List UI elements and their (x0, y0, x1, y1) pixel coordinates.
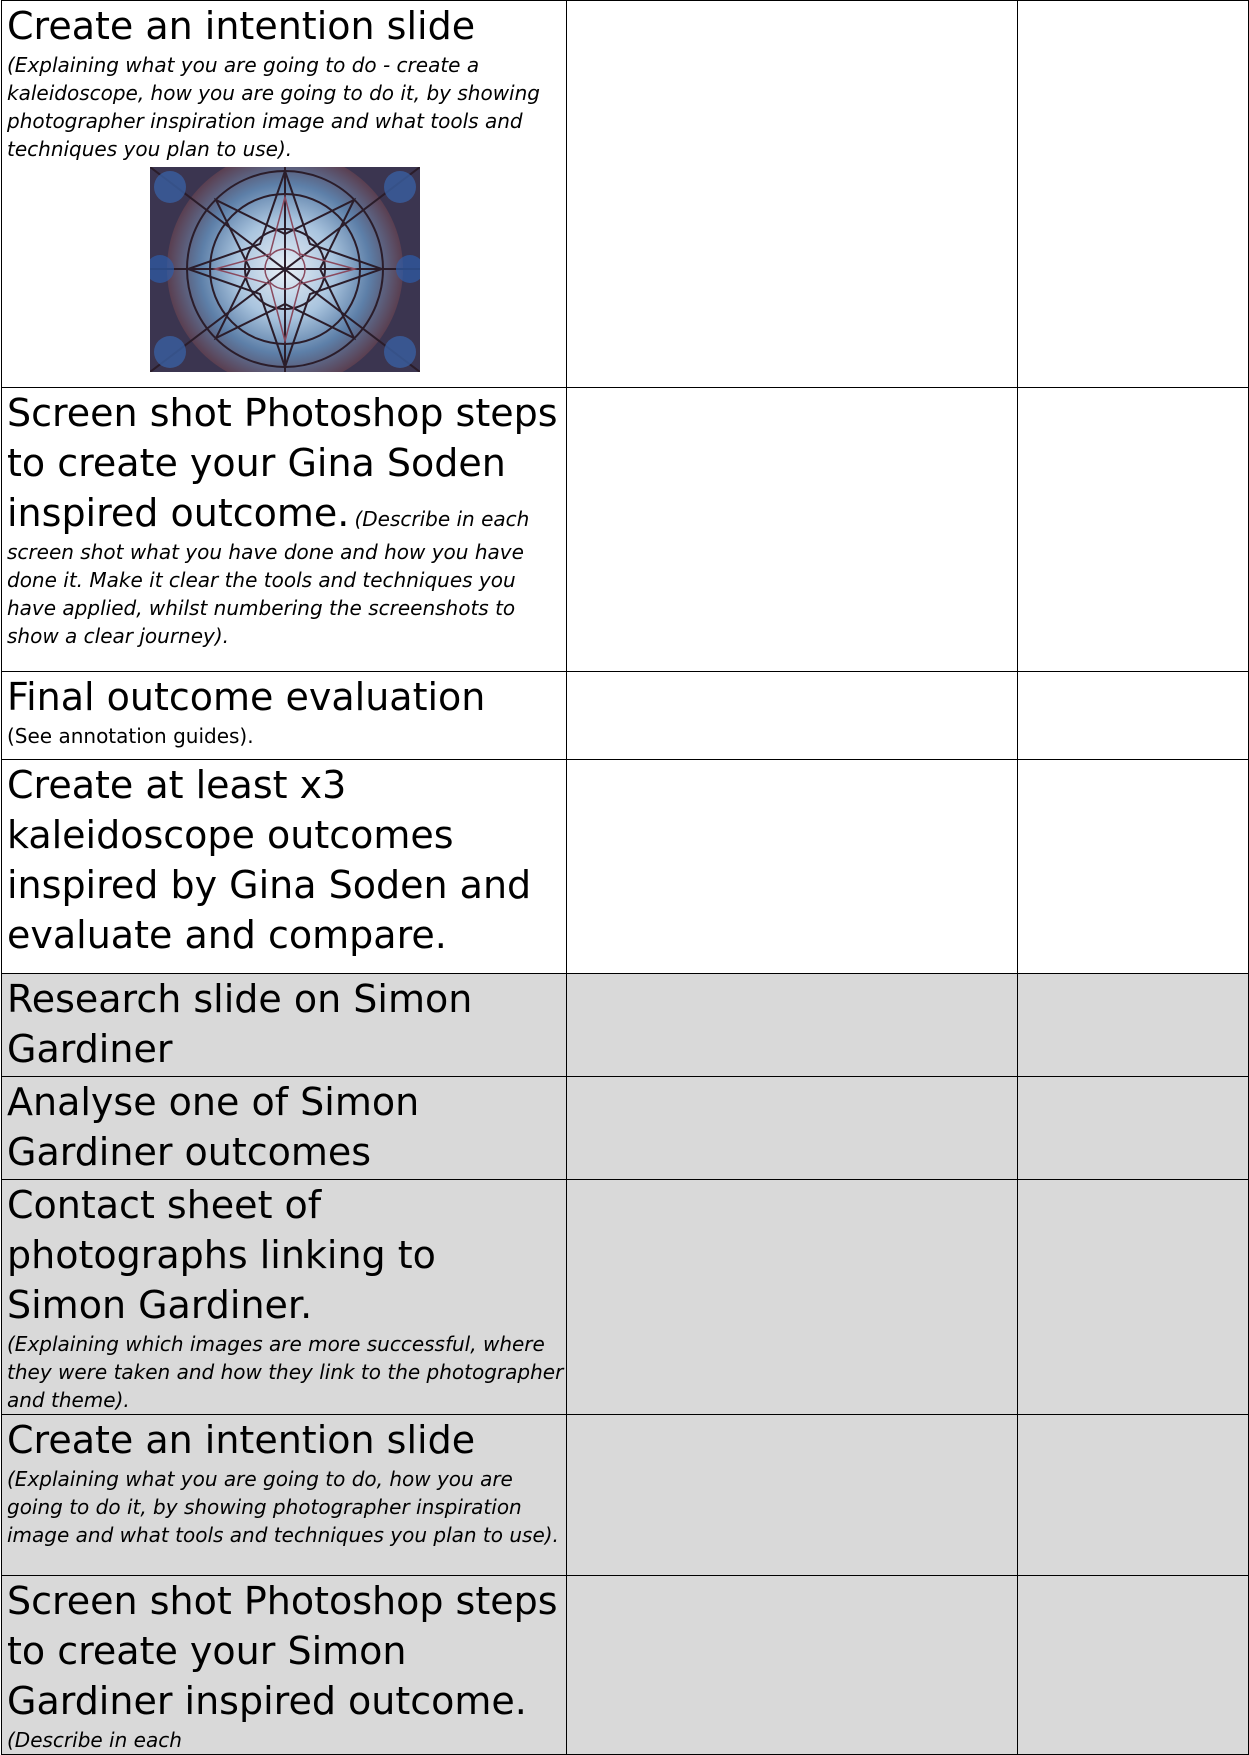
empty-cell (567, 388, 1018, 672)
empty-cell (567, 1415, 1018, 1576)
empty-cell (1018, 1077, 1249, 1180)
task-cell (2, 388, 567, 672)
empty-cell (567, 974, 1018, 1077)
table-row (2, 760, 1249, 974)
table-row (2, 1576, 1249, 1755)
task-note: (Describe in each (7, 1728, 182, 1752)
table-row (2, 1, 1249, 388)
empty-cell (1018, 672, 1249, 760)
table-row (2, 1077, 1249, 1180)
empty-cell (1018, 760, 1249, 974)
task-note: (See annotation guides). (7, 724, 254, 748)
task-title: Screen shot Photoshop steps to create your Simon Gardiner inspired outcome. (7, 1579, 558, 1723)
empty-cell (567, 1, 1018, 388)
task-title: Screen shot Photoshop steps to create your Gina Soden inspired outcome. (7, 391, 558, 535)
task-cell (2, 672, 567, 760)
empty-cell (567, 672, 1018, 760)
task-cell (2, 974, 567, 1077)
empty-cell (567, 1077, 1018, 1180)
task-title: Final outcome evaluation (7, 675, 486, 719)
task-title: Create an intention slide (7, 4, 476, 48)
task-note: (Explaining what you are going to do - create a kaleidoscope, how you are going to do it, by showing photographer inspiration image and what tools and techniques you plan to use). (7, 53, 540, 161)
empty-cell (567, 1576, 1018, 1755)
task-cell (2, 1415, 567, 1576)
checklist-table (1, 0, 1249, 1755)
table-row (2, 672, 1249, 760)
empty-cell (1018, 388, 1249, 672)
task-title: Create at least x3 kaleidoscope outcomes inspired by Gina Soden and evaluate and compare. (7, 763, 532, 957)
empty-cell (567, 1180, 1018, 1415)
task-cell (2, 1, 567, 388)
task-cell (2, 760, 567, 974)
table-row (2, 1415, 1249, 1576)
task-cell (2, 1077, 567, 1180)
table-row (2, 388, 1249, 672)
task-note: (Describe in each screen shot what you have done and how you have done it. Make it clear the tools and techniques you have applied, whilst numbering the screenshots to show a clear journey). (7, 507, 530, 648)
task-note: (Explaining which images are more successful, where they were taken and how they link to the photographer and theme). (7, 1332, 564, 1412)
table-row (2, 1180, 1249, 1415)
table-row (2, 974, 1249, 1077)
task-cell (2, 1180, 567, 1415)
task-title: Analyse one of Simon Gardiner outcomes (7, 1080, 420, 1174)
empty-cell (1018, 1, 1249, 388)
task-title: Research slide on Simon Gardiner (7, 977, 473, 1071)
task-title: Create an intention slide (7, 1418, 476, 1462)
empty-cell (1018, 1415, 1249, 1576)
empty-cell (1018, 1576, 1249, 1755)
kaleidoscope-image (150, 167, 420, 372)
task-note: (Explaining what you are going to do, how you are going to do it, by showing photographer inspiration image and what tools and techniques you plan to use). (7, 1467, 559, 1547)
empty-cell (1018, 1180, 1249, 1415)
empty-cell (1018, 974, 1249, 1077)
task-cell (2, 1576, 567, 1755)
empty-cell (567, 760, 1018, 974)
task-title: Contact sheet of photographs linking to Simon Gardiner. (7, 1183, 436, 1327)
